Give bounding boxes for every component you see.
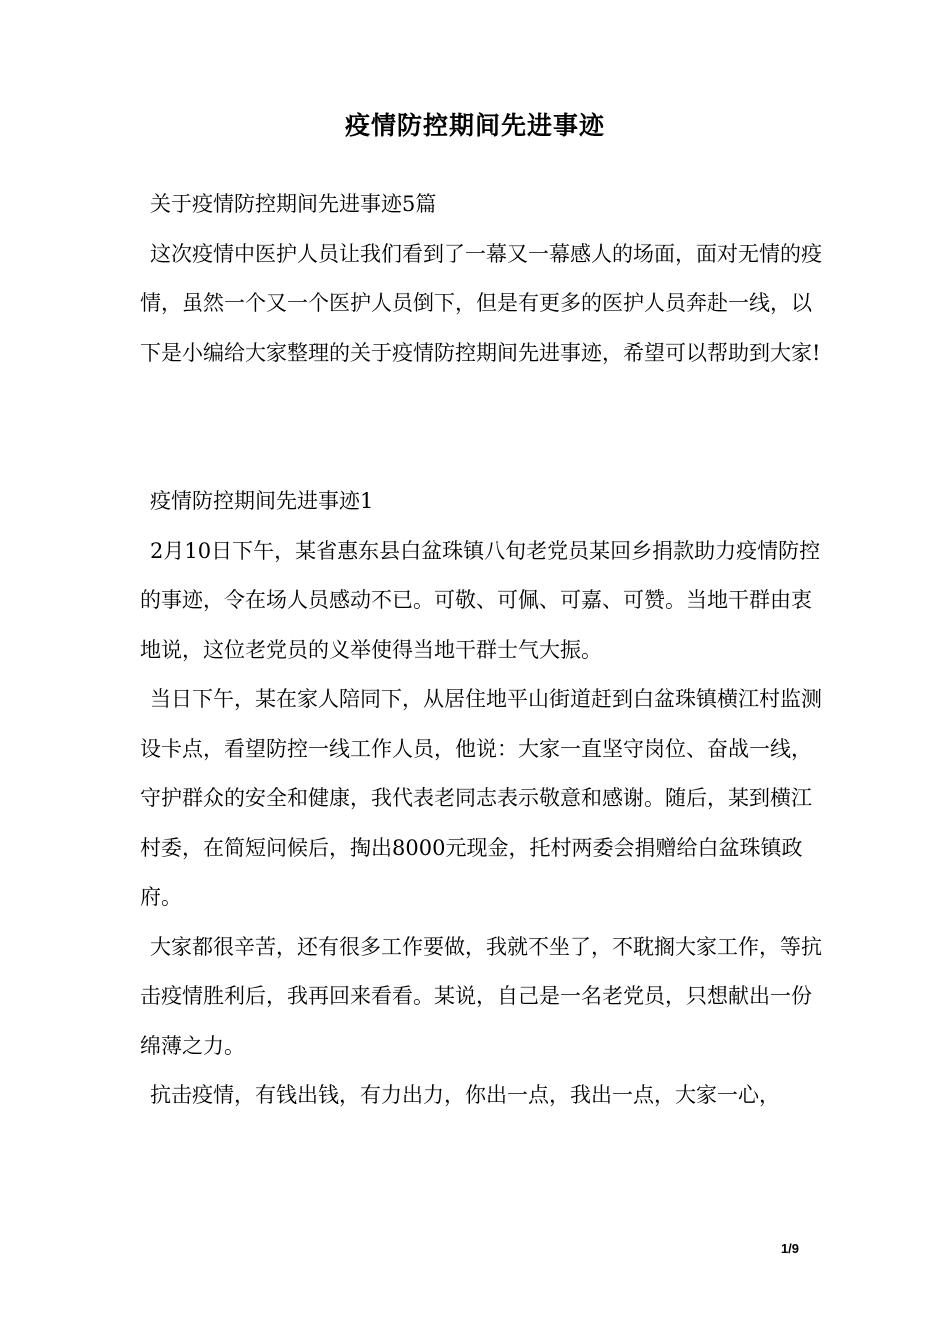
section-heading: 疫情防控期间先进事迹1 bbox=[150, 489, 374, 513]
document-body bbox=[140, 180, 830, 1121]
document-subtitle: 关于疫情防控期间先进事迹5篇 bbox=[150, 192, 437, 216]
body-paragraph: 当日下午，某在家人陪同下，从居住地平山街道赶到白盆珠镇横江村监测设卡点，看望防控一线工作人员，他说：大家一直坚守岗位、奋战一线，守护群众的安全和健康，我代表老同志表示敬意和感谢。随后，某到横江村委，在简短问候后，掏出8000元现金，托村两委会捐赠给白盆珠镇政府。 bbox=[140, 687, 822, 909]
intro-paragraph: 这次疫情中医护人员让我们看到了一幕又一幕感人的场面，面对无情的疫情，虽然一个又一个医护人员倒下，但是有更多的医护人员奔赴一线，以下是小编给大家整理的关于疫情防控期间先进事迹，希望可以帮助到大家! bbox=[140, 241, 822, 365]
section-spacer bbox=[140, 378, 830, 477]
body-paragraph: 抗击疫情，有钱出钱，有力出力，你出一点，我出一点，大家一心， bbox=[150, 1083, 780, 1107]
body-paragraph: 大家都很辛苦，还有很多工作要做，我就不坐了，不耽搁大家工作，等抗击疫情胜利后，我再回来看看。某说，自己是一名老党员，只想献出一份绵薄之力。 bbox=[140, 934, 822, 1058]
document-title: 疫情防控期间先进事迹 bbox=[344, 111, 605, 140]
body-paragraph: 2月10日下午，某省惠东县白盆珠镇八旬老党员某回乡捐款助力疫情防控的事迹，令在场人员感动不已。可敬、可佩、可嘉、可赞。当地干群由衷地说，这位老党员的义举使得当地干群士气大振。 bbox=[140, 538, 821, 662]
page-number: 1/9 bbox=[780, 1241, 800, 1256]
